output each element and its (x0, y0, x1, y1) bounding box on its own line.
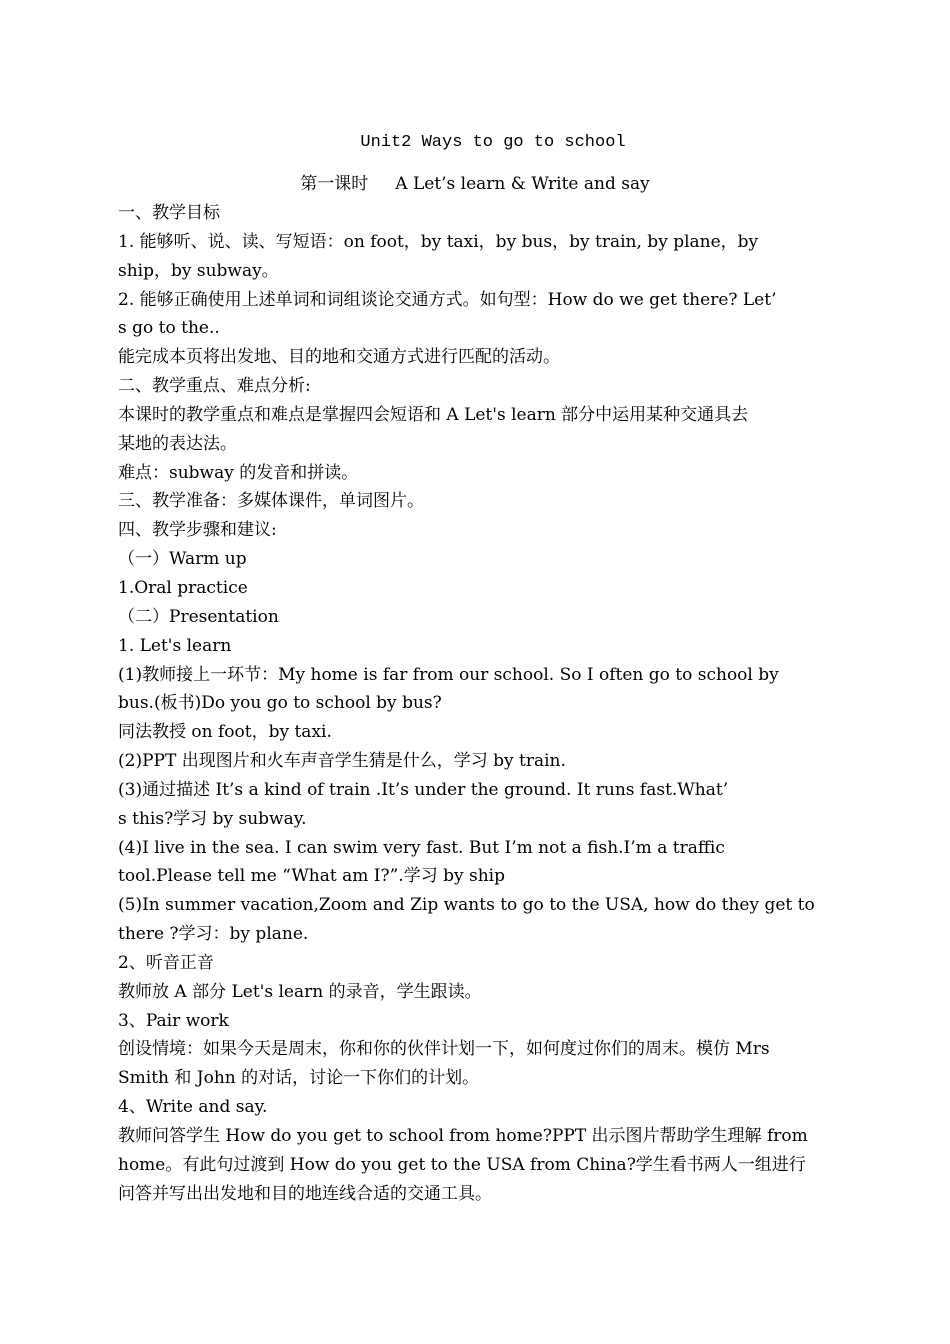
text-line: 问答并写出出发地和目的地连线合适的交通工具。 (118, 1183, 492, 1204)
text-line: 1. Let's learn (118, 635, 232, 656)
text-line: 2、听音正音 (118, 952, 214, 973)
document-title: Unit2 Ways to go to school (360, 133, 626, 152)
text-line: ship，by subway。 (118, 260, 279, 281)
text-line: (4)I live in the sea. I can swim very fast. But I’m not a fish.I’m a traffic (118, 837, 725, 858)
text-line: 2. 能够正确使用上述单词和词组谈论交通方式。如句型：How do we get there? Let’ (118, 289, 777, 310)
text-line: 本课时的教学重点和难点是掌握四会短语和 A Let's learn 部分中运用某种交通具去 (118, 404, 749, 425)
text-line: 某地的表达法。 (118, 433, 237, 454)
text-line: 一、教学目标 (118, 203, 220, 223)
text-line: 教师问答学生 How do you get to school from home?PPT 出示图片帮助学生理解 from (118, 1126, 808, 1146)
text-line: 教师放 A 部分 Let's learn 的录音，学生跟读。 (118, 981, 482, 1002)
text-line: 创设情境：如果今天是周末，你和你的伙伴计划一下，如何度过你们的周末。模仿 Mrs (118, 1039, 770, 1060)
text-line: s go to the.. (118, 318, 220, 339)
text-line: （一）Warm up (118, 549, 247, 570)
text-line: tool.Please tell me “What am I?”.学习 by ship (118, 866, 505, 887)
text-line: Smith 和 John 的对话，讨论一下你们的计划。 (118, 1068, 480, 1089)
text-line: bus.(板书)Do you go to school by bus? (118, 693, 442, 714)
text-line: （二）Presentation (118, 606, 279, 627)
lesson-subtitle: 第一课时 A Let’s learn & Write and say (300, 174, 650, 194)
text-line: there ?学习：by plane. (118, 924, 309, 945)
text-line: (5)In summer vacation,Zoom and Zip wants to go to the USA, how do they get to (118, 895, 815, 916)
text-line: 4、Write and say. (118, 1097, 268, 1118)
text-line: (3)通过描述 It’s a kind of train .It’s under the ground. It runs fast.What’ (118, 779, 729, 800)
text-line: 1.Oral practice (118, 577, 248, 598)
text-line: 四、教学步骤和建议: (118, 520, 277, 541)
document-body (118, 199, 834, 1209)
text-line: home。有此句过渡到 How do you get to the USA from China?学生看书两人一组进行 (118, 1154, 806, 1175)
text-line: (2)PPT 出现图片和火车声音学生猜是什么，学习 by train. (118, 751, 566, 772)
text-line: 3、Pair work (118, 1010, 229, 1031)
text-line: 三、教学准备：多媒体课件，单词图片。 (118, 491, 424, 512)
text-line: 难点：subway 的发音和拼读。 (118, 462, 359, 483)
text-line: 1. 能够听、说、读、写短语：on foot，by taxi，by bus，by train, by plane，by (118, 231, 759, 252)
text-line: 同法教授 on foot，by taxi. (118, 722, 332, 743)
text-line: s this?学习 by subway. (118, 808, 307, 829)
text-line: 二、教学重点、难点分析: (118, 376, 311, 397)
text-line: (1)教师接上一环节：My home is far from our school. So I often go to school by (118, 664, 779, 685)
text-line: 能完成本页将出发地、目的地和交通方式进行匹配的活动。 (118, 347, 560, 368)
